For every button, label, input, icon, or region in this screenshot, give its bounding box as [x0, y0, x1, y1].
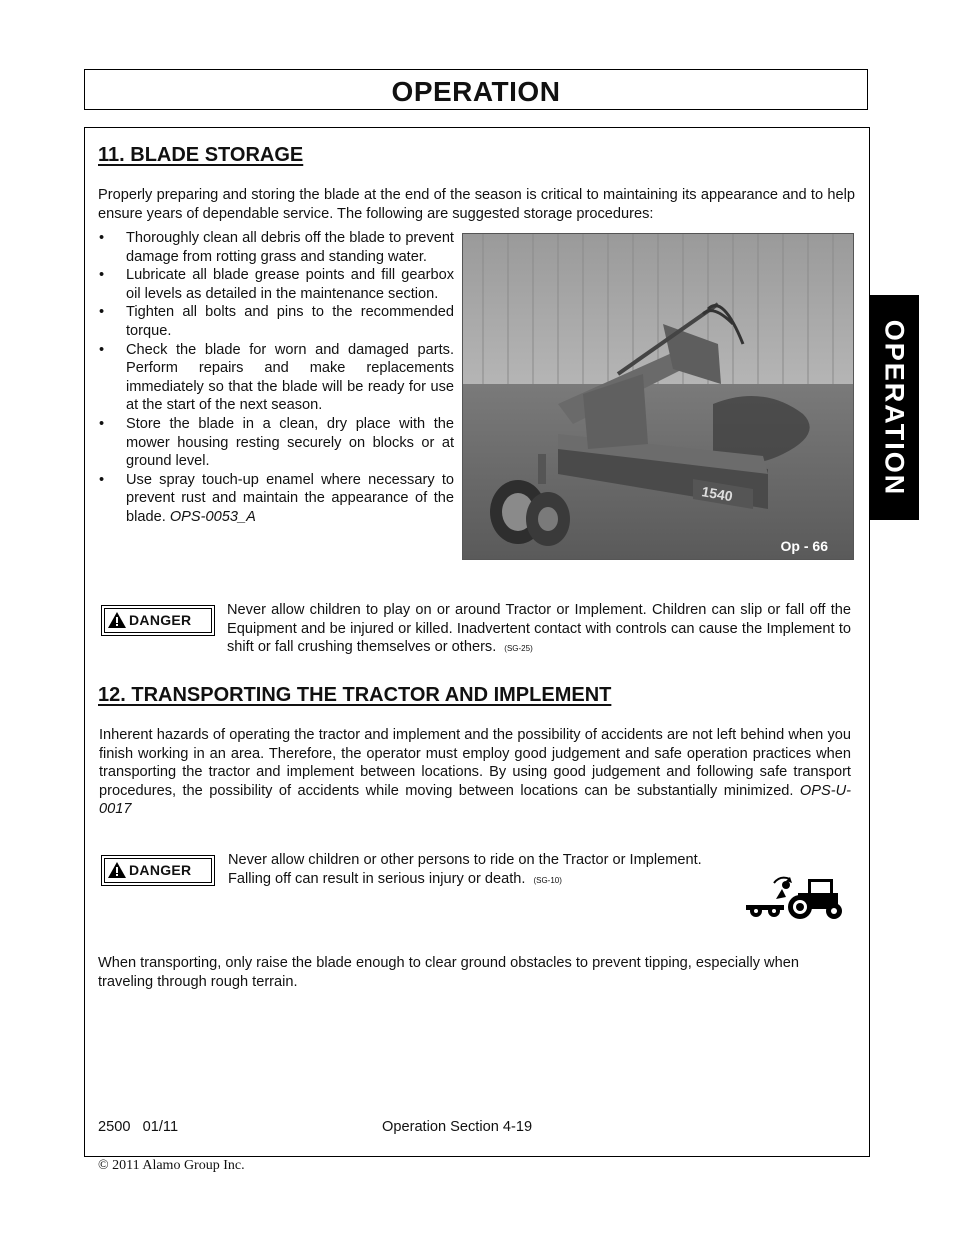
blade-photo [462, 233, 854, 560]
bullet-text: Use spray touch-up enamel where necessary to prevent rust and maintain the appearance of the blade. [126, 471, 454, 525]
page-header-title: OPERATION [391, 76, 561, 107]
bullet-text: Thoroughly clean all debris off the blade to prevent damage from rotting grass and standing water. [126, 230, 454, 265]
list-item [98, 471, 454, 527]
bullet-text: Lubricate all blade grease points and fill gearbox oil levels as detailed in the maintenance section. [126, 267, 454, 302]
danger-1-code: (SG-25) [504, 644, 533, 654]
copyright-notice: © 2011 Alamo Group Inc. [98, 1158, 245, 1173]
section-11-heading: 11. BLADE STORAGE [98, 144, 304, 166]
rear-blade-illustration [463, 234, 853, 559]
header-box [84, 69, 868, 110]
section-12-heading: 12. TRANSPORTING THE TRACTOR AND IMPLEMENT [98, 684, 612, 706]
list-item [98, 266, 454, 303]
danger-2-code: (SG-10) [533, 875, 562, 885]
section-12-intro-text: Inherent hazards of operating the tractor and implement and the possibility of accidents are not left behind when you finish working in an area. Therefore, the operator must employ good judgement and safe operation practices when transporting the tractor and implement between locations. By using good judgement and following safe transport procedures, the possibility of accidents while moving between locations can be substantially minimized. [99, 727, 851, 799]
section-12-reference-code: OPS-U- 0017 [99, 782, 851, 818]
danger-2-line-1: Never allow children or other persons to ride on the Tractor or Implement. [228, 852, 702, 868]
storage-procedure-list [98, 229, 454, 527]
rider-falling-off-tractor-icon [746, 875, 846, 921]
list-item [98, 341, 454, 415]
section-12-intro [99, 726, 851, 819]
danger-label-text: DANGER [129, 612, 192, 628]
bullet-text: Check the blade for worn and damaged parts. Perform repairs and make replacements immediately so that the blade will be ready for use at the start of the next season. [126, 341, 454, 414]
warning-triangle-icon [108, 612, 126, 628]
transport-note: When transporting, only raise the blade enough to clear ground obstacles to prevent tipping, especially when traveling through rough terrain. [98, 955, 799, 990]
danger-1-text [227, 601, 851, 659]
danger-2-line-2: Falling off can result in serious injury or death. [228, 870, 526, 887]
model-decal: 1540 [700, 483, 734, 505]
bullet-text: Store the blade in a clean, dry place with the mower housing resting securely on blocks or at ground level. [126, 415, 454, 470]
list-item [98, 229, 454, 266]
section-11-intro: Properly preparing and storing the blade at the end of the season is critical to maintaining its appearance and to help ensure years of dependable service. The following are suggested storage procedures: [98, 187, 855, 222]
figure-reference: Op - 66 [780, 538, 828, 554]
bullet-text: Tighten all bolts and pins to the recommended torque. [126, 304, 454, 339]
footer-model-date [98, 1119, 178, 1135]
side-tab-label: OPERATION [879, 319, 910, 496]
bullet-reference-code: OPS-0053_A [169, 508, 256, 525]
danger-label [101, 605, 215, 636]
danger-label [101, 855, 215, 886]
warning-triangle-icon [108, 862, 126, 878]
danger-1-message: Never allow children to play on or around Tractor or Implement. Children can slip or fall off the Equipment and be injured or killed. Inadvertent contact with controls can cause the Implement to shift or fall crushing themselves or others. [227, 602, 851, 656]
footer-model-date-text: 2500 01/11 [98, 1119, 179, 1135]
danger-2-text [228, 851, 788, 890]
list-item [98, 415, 454, 471]
footer-page-number: Operation Section 4-19 [382, 1119, 533, 1135]
danger-label-text: DANGER [129, 862, 192, 878]
list-item [98, 303, 454, 340]
section-side-tab [869, 295, 919, 520]
